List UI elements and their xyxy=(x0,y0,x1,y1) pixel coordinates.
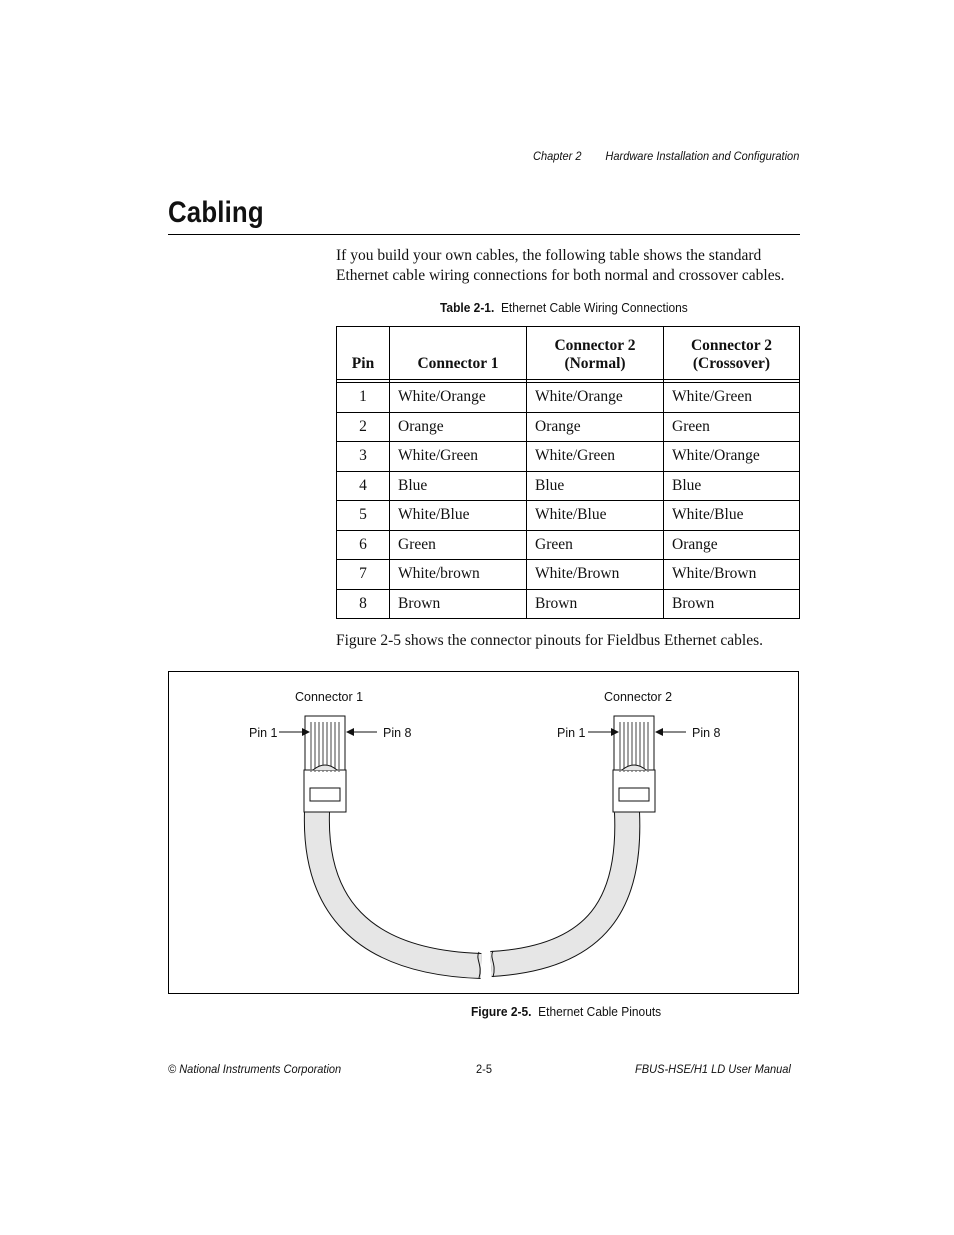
cell-connector2-normal: Orange xyxy=(527,412,664,442)
cell-pin: 5 xyxy=(337,501,390,531)
cell-connector2-crossover: White/Orange xyxy=(664,442,800,472)
header-connector2-crossover xyxy=(664,327,800,380)
chapter-number: Chapter 2 xyxy=(533,149,582,163)
table-caption-text: Ethernet Cable Wiring Connections xyxy=(500,300,688,315)
table-row xyxy=(337,589,800,619)
cell-pin: 3 xyxy=(337,442,390,472)
connector-1-plug xyxy=(304,716,346,812)
table-row xyxy=(337,383,800,413)
figure-caption xyxy=(471,1004,661,1019)
cell-connector2-normal: White/Orange xyxy=(527,383,664,413)
table-caption xyxy=(440,300,688,315)
cell-connector1: White/brown xyxy=(390,560,527,590)
footer-manual-title: FBUS-HSE/H1 LD User Manual xyxy=(635,1062,791,1076)
cell-pin: 8 xyxy=(337,589,390,619)
table-row xyxy=(337,412,800,442)
footer-copyright: © National Instruments Corporation xyxy=(168,1062,342,1076)
cell-connector2-normal: White/Brown xyxy=(527,560,664,590)
connector-2-pin1-label: Pin 1 xyxy=(557,726,586,740)
cell-connector2-normal: White/Blue xyxy=(527,501,664,531)
cell-connector2-crossover: Orange xyxy=(664,530,800,560)
connector-2-label: Connector 2 xyxy=(604,690,673,704)
cell-connector2-crossover: Green xyxy=(664,412,800,442)
cell-connector2-normal: White/Green xyxy=(527,442,664,472)
cell-connector1: White/Blue xyxy=(390,501,527,531)
cell-pin: 4 xyxy=(337,471,390,501)
table-row xyxy=(337,530,800,560)
connector-2-plug xyxy=(613,716,655,812)
table-caption-label: Table 2-1. xyxy=(440,300,495,315)
cell-pin: 1 xyxy=(337,383,390,413)
cell-connector1: White/Orange xyxy=(390,383,527,413)
cell-connector2-crossover: Brown xyxy=(664,589,800,619)
cell-connector2-normal: Brown xyxy=(527,589,664,619)
cell-pin: 2 xyxy=(337,412,390,442)
cell-connector2-normal: Blue xyxy=(527,471,664,501)
table-row xyxy=(337,442,800,472)
cell-connector1: Blue xyxy=(390,471,527,501)
cell-connector1: Orange xyxy=(390,412,527,442)
table-row xyxy=(337,501,800,531)
figure-caption-label: Figure 2-5. xyxy=(471,1004,532,1019)
table-row xyxy=(337,471,800,501)
footer-page-number: 2-5 xyxy=(476,1062,492,1076)
header-connector2-normal-line1: Connector 2 xyxy=(554,337,636,354)
header-connector1: Connector 1 xyxy=(390,327,527,380)
running-header xyxy=(533,149,799,163)
table-row xyxy=(337,560,800,590)
header-connector2-crossover-line2: (Crossover) xyxy=(692,355,771,372)
cell-pin: 6 xyxy=(337,530,390,560)
cell-connector2-crossover: Blue xyxy=(664,471,800,501)
cable-pinout-diagram xyxy=(169,672,800,995)
cell-connector1: Brown xyxy=(390,589,527,619)
section-title: Cabling xyxy=(168,196,264,229)
cell-connector1: White/Green xyxy=(390,442,527,472)
connector-1-label: Connector 1 xyxy=(295,690,364,704)
header-pin: Pin xyxy=(337,327,390,380)
cell-connector2-crossover: White/Blue xyxy=(664,501,800,531)
table-header-row xyxy=(337,327,800,380)
header-connector2-normal xyxy=(527,327,664,380)
cell-connector2-crossover: White/Green xyxy=(664,383,800,413)
figure-caption-text: Ethernet Cable Pinouts xyxy=(538,1004,662,1019)
connector-2-pin8-label: Pin 8 xyxy=(692,726,721,740)
title-rule xyxy=(168,234,800,235)
cell-connector1: Green xyxy=(390,530,527,560)
header-connector2-normal-line2: (Normal) xyxy=(564,355,626,372)
cell-connector2-crossover: White/Brown xyxy=(664,560,800,590)
connector-1-pin1-label: Pin 1 xyxy=(249,726,278,740)
connector-1-pin8-label: Pin 8 xyxy=(383,726,412,740)
cell-connector2-normal: Green xyxy=(527,530,664,560)
cell-pin: 7 xyxy=(337,560,390,590)
figure-frame xyxy=(168,671,799,994)
chapter-title: Hardware Installation and Configuration xyxy=(605,149,800,163)
header-connector2-crossover-line1: Connector 2 xyxy=(690,337,773,354)
wiring-table xyxy=(336,326,800,619)
intro-paragraph: If you build your own cables, the following table shows the standard Ethernet cable wiring connections for both normal and crossover cables. xyxy=(336,247,785,284)
figure-intro: Figure 2-5 shows the connector pinouts for Fieldbus Ethernet cables. xyxy=(336,632,764,649)
